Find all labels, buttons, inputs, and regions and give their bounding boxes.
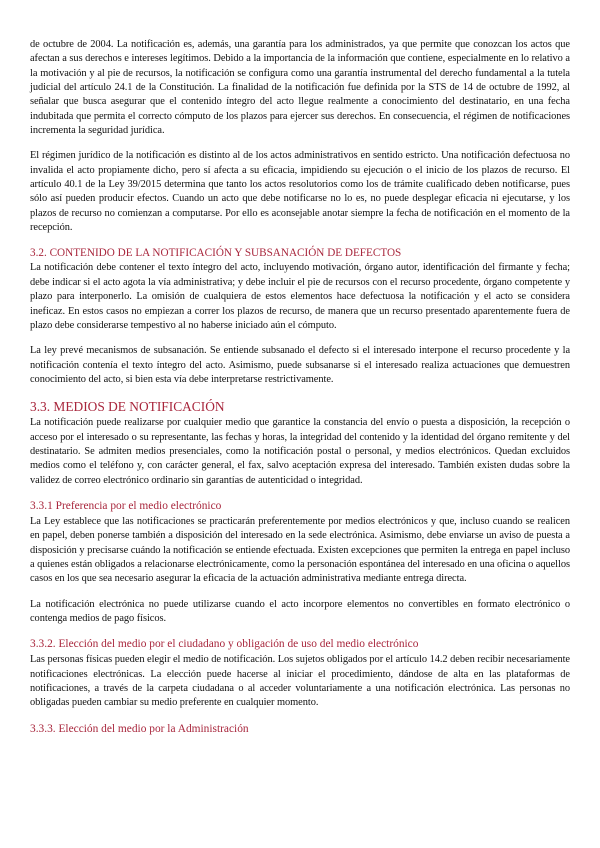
body-paragraph: La Ley establece que las notificaciones se practicarán preferentemente por medios electrónicos y que, incluso cuando se realicen en papel, deben ponerse también a disposición del interesado en la sede electrónica. Asimismo, debe enviarse un aviso de puesta a disposición y precisarse cuándo la notificación se entiende efectuada. Existen excepciones que permiten la entrega en papel incluso a quienes están obligados a relacionarse electrónicamente, como la personación espontánea del interesado en una oficina o aquellos casos en los que sea necesario asegurar la eficacia de la actuación administrativa mediante entrega directa. bbox=[30, 515, 570, 585]
body-paragraph: de octubre de 2004. La notificación es, además, una garantía para los administrados, ya que permite que conozcan los actos que afectan a sus derechos e intereses legítimos. Debido a la importancia de la información que contiene, especialmente en lo relativo a la motivación y al pie de recursos, la notificación se configura como una garantía instrumental del derecho fundamental a la tutela judicial del artículo 24.1 de la Constitución. La finalidad de la notificación fue definida por la STS de 14 de octubre de 1992, al señalar que busca asegurar que el contenido íntegro del acto llegue realmente a conocimiento del destinatario, en una fecha indubitada que permita el correcto cómputo de los plazos para ejercer sus derechos. En consecuencia, el régimen de notificaciones incrementa la seguridad jurídica. bbox=[30, 39, 570, 137]
body-paragraph: La notificación electrónica no puede utilizarse cuando el acto incorpore elementos no convertibles en formato electrónico o contenga medios de pago físicos. bbox=[30, 598, 570, 624]
body-paragraph: La notificación puede realizarse por cualquier medio que garantice la constancia del envío o puesta a disposición, la recepción o acceso por el interesado o su representante, las fechas y horas, la integridad del contenido y la identidad del órgano remitente y del destinatario. Se admiten medios presenciales, como la notificación postal o personal, y medios electrónicos. Quedan excluidos medios como el teléfono y, con carácter general, el fax, salvo aceptación expresa del interesado. También existen dudas sobre la validez de correo electrónico ordinario sin garantías de autenticidad o integridad. bbox=[30, 417, 570, 486]
body-paragraph: Las personas físicas pueden elegir el medio de notificación. Los sujetos obligados por el artículo 14.2 deben recibir necesariamente notificaciones electrónicas. La elección puede hacerse al iniciar el procedimiento, dándose de alta en las plataformas de notificaciones, a través de la carpeta ciudadana o al acceder voluntariamente a una notificación electrónica. Las personas no obligadas pueden cambiar su medio preferente en cualquier momento. bbox=[30, 654, 570, 709]
subsection-heading-3-3-1: 3.3.1 Preferencia por el medio electrónico bbox=[30, 499, 222, 512]
body-paragraph: La notificación debe contener el texto íntegro del acto, incluyendo motivación, órgano autor, identificación del firmante y fecha; debe indicar si el acto agota la vía administrativa; y debe incluir el pie de recursos con el recurso procedente, órgano competente y plazo para interponerlo. La omisión de cualquiera de estos elementos hace defectuosa la notificación y el acto se considera ineficaz. En estos casos no empiezan a correr los plazos de recurso, de manera que un recurso presentado aparentemente fuera de plazo debe considerarse tempestivo al no haberse iniciado aún el cómputo. bbox=[30, 262, 570, 331]
subsection-heading-3-3-3: 3.3.3. Elección del medio por la Administración bbox=[30, 722, 249, 735]
subsection-heading-3-3-2: 3.3.2. Elección del medio por el ciudadano y obligación de uso del medio electrónico bbox=[30, 638, 419, 651]
body-paragraph: El régimen jurídico de la notificación es distinto al de los actos administrativos en sentido estricto. Una notificación defectuosa no invalida el acto propiamente dicho, pero sí afecta a su eficacia, impidiendo su ejecución o el inicio de los plazos de recurso. El artículo 40.1 de la Ley 39/2015 determina que tanto los actos resolutorios como los de trámite cualificado deben notificarse, pues sólo así pueden producir efectos. Cuando un acto que debe notificarse no lo es, no puede desplegar eficacia ni ejecutarse, y los plazos de recurso no comienzan a computarse. Por ello es aconsejable anotar siempre la fecha de notificación en el momento de la recepción. bbox=[30, 150, 570, 234]
section-heading-3-2: 3.2. CONTENIDO DE LA NOTIFICACIÓN Y SUBSANACIÓN DE DEFECTOS bbox=[30, 247, 402, 260]
section-heading-3-3: 3.3. MEDIOS DE NOTIFICACIÓN bbox=[30, 399, 225, 415]
body-paragraph: La ley prevé mecanismos de subsanación. Se entiende subsanado el defecto si el interesado interpone el recurso procedente y la notificación contenía el texto íntegro del acto. Asimismo, puede subsanarse si el interesado realiza actuaciones que demuestren conocimiento del acto, si bien esta vía debe interpretarse restrictivamente. bbox=[30, 345, 570, 385]
